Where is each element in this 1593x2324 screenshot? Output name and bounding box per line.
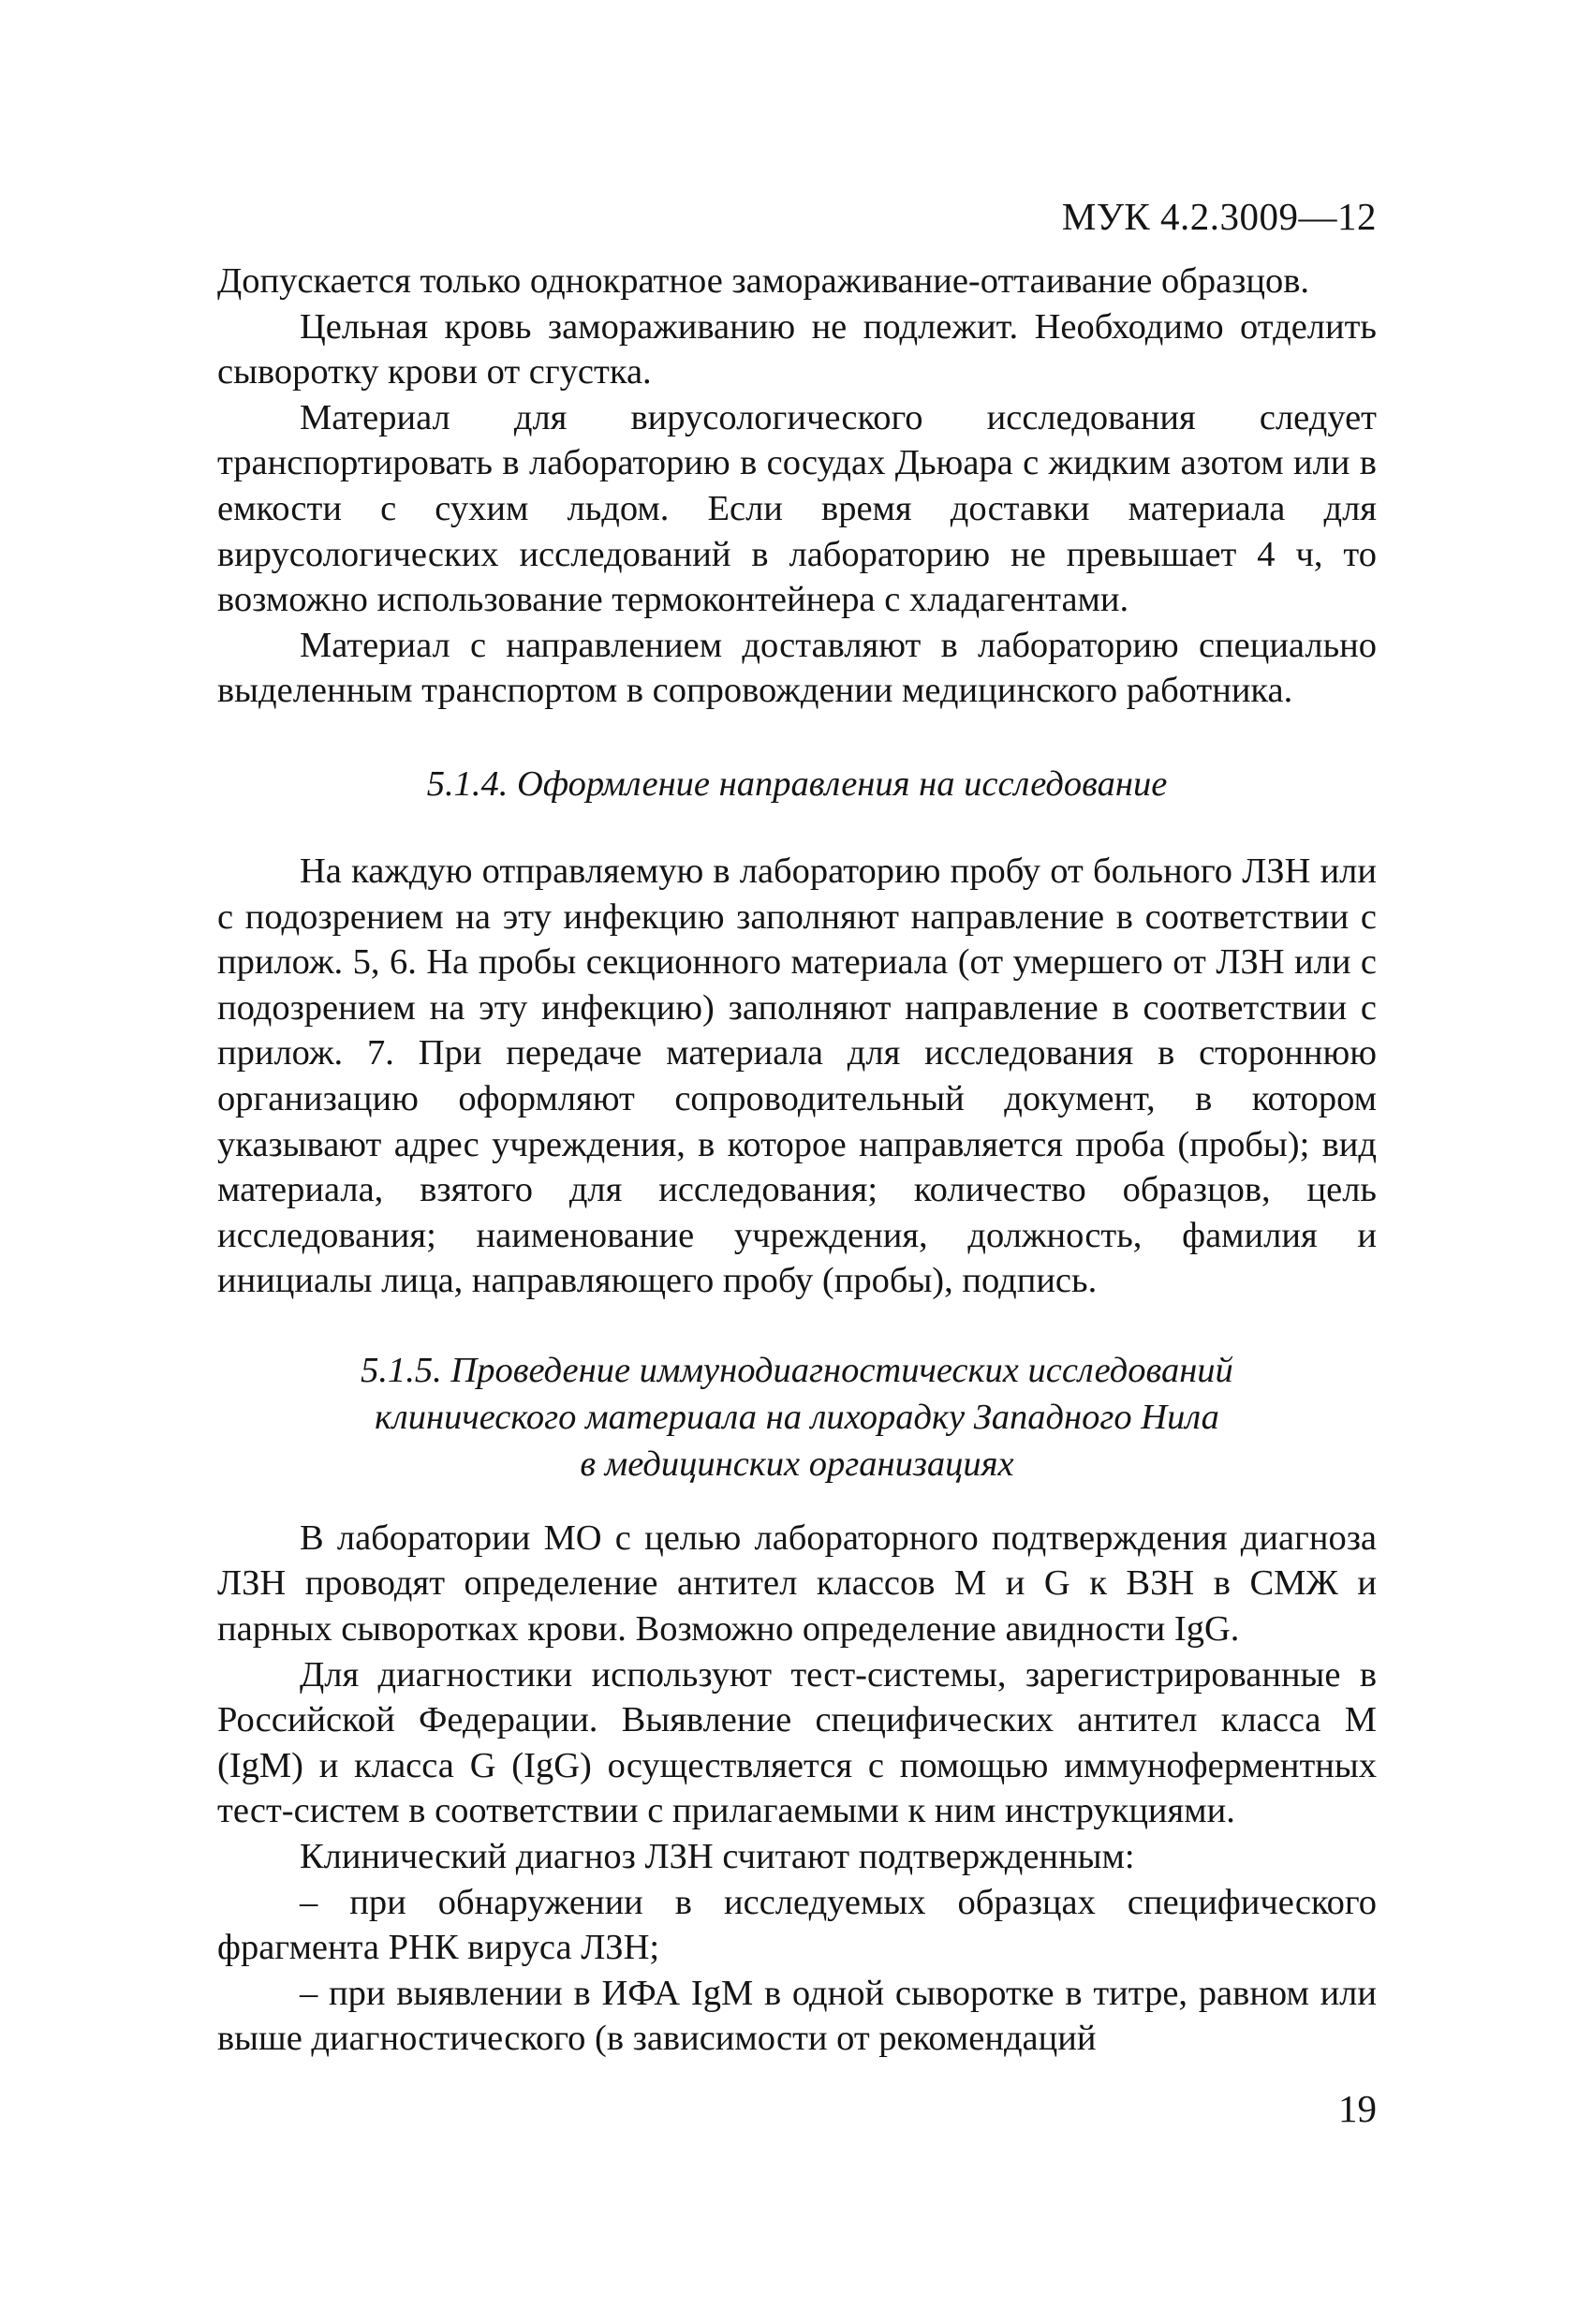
heading-line-2: клинического материала на лихорадку Западного Нила [375, 1397, 1219, 1437]
paragraph-delivery: Материал с направлением доставляют в лабораторию специально выделенным транспортом в сопровождении медицинского работника. [217, 625, 1377, 711]
paragraph-freeze-thaw: Допускается только однократное замораживание-оттаивание образцов. [217, 261, 1310, 301]
list-item-rna-fragment: – при обнаружении в исследуемых образцах специфического фрагмента РНК вируса ЛЗН; [217, 1882, 1377, 1968]
paragraph-referral-form: На каждую отправляемую в лабораторию пробу от больного ЛЗН или с подозрением на эту инфекцию заполняют направление в соответствии с прилож. 5, 6. На пробы секционного материала (от умершего от ЛЗН или с подозрением на эту инфекцию) заполняют направление в соответствии с прилож. 7. При передаче материала для исследования в стороннюю организацию оформляют сопроводительный документ, в котором указывают адрес учреждения, в которое направляется проба (пробы); вид материала, взятого для исследования; количество образцов, цель исследования; наименование учреждения, должность, фамилия и инициалы лица, направляющего пробу (пробы), подпись. [217, 851, 1377, 1301]
document-code: МУК 4.2.3009—12 [1061, 195, 1377, 238]
list-item-igm-titer: – при выявлении в ИФА IgM в одной сыворотке в титре, равном или выше диагностического (в зависимости от рекомендаций [217, 1973, 1377, 2059]
heading-line-3: в медицинских организациях [580, 1443, 1014, 1484]
section-heading-5-1-4: 5.1.4. Оформление направления на исследование [426, 763, 1168, 804]
paragraph-lab-antibodies: В лаборатории МО с целью лабораторного подтверждения диагноза ЛЗН проводят определение антител классов М и G к ВЗН в СМЖ и парных сыворотках крови. Возможно определение авидности IgG. [217, 1517, 1377, 1650]
document-body [217, 259, 1377, 2062]
section-heading-5-1-5 [217, 1347, 1377, 1488]
paragraph-diagnosis-confirmed: Клинический диагноз ЛЗН считают подтвержденным: [300, 1837, 1135, 1877]
page-number: 19 [1338, 2087, 1377, 2130]
paragraph-whole-blood: Цельная кровь замораживанию не подлежит. Необходимо отделить сыворотку крови от сгустка. [217, 306, 1377, 392]
paragraph-virology-transport: Материал для вирусологического исследования следует транспортировать в лабораторию в сосудах Дьюара с жидким азотом или в емкости с сухим льдом. Если время доставки материала для вирусологических исследований в лабораторию не превышает 4 ч, то возможно использование термоконтейнера с хладагентами. [217, 397, 1377, 620]
heading-line-1: 5.1.5. Проведение иммунодиагностических исследований [361, 1350, 1233, 1390]
document-page [217, 0, 1377, 2324]
paragraph-test-systems: Для диагностики используют тест-системы, зарегистрированные в Российской Федерации. Выявление специфических антител класса М (IgM) и класса G (IgG) осуществляется с помощью иммуноферментных тест-систем в соответствии с прилагаемыми к ним инструкциями. [217, 1654, 1377, 1831]
